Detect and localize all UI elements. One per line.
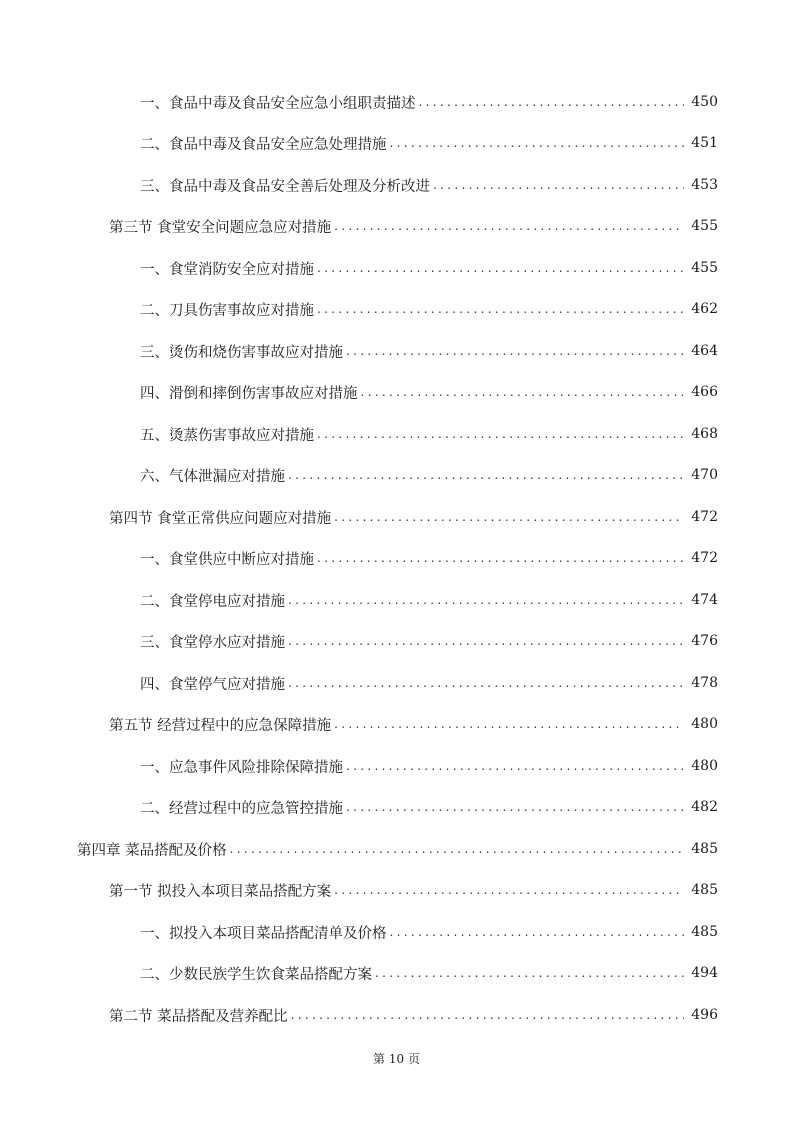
toc-entry-page: 470 bbox=[691, 467, 718, 483]
toc-entry[interactable] bbox=[140, 629, 718, 653]
toc-entry[interactable] bbox=[140, 920, 718, 944]
toc-entry-title: 一、拟投入本项目菜品搭配清单及价格 bbox=[140, 925, 387, 942]
toc-entry-title: 三、烫伤和烧伤害事故应对措施 bbox=[140, 344, 343, 361]
toc-entry[interactable] bbox=[140, 422, 718, 446]
toc-leader-dots bbox=[317, 261, 684, 275]
toc-entry-page: 455 bbox=[691, 218, 718, 234]
toc-entry[interactable] bbox=[109, 505, 718, 529]
toc-entry-title: 二、刀具伤害事故应对措施 bbox=[140, 302, 314, 319]
toc-entry-title: 四、滑倒和摔倒伤害事故应对措施 bbox=[140, 385, 358, 402]
toc-entry-page: 450 bbox=[691, 94, 718, 110]
toc-entry-page: 478 bbox=[691, 675, 718, 691]
toc-leader-dots bbox=[390, 136, 685, 150]
toc-entry-page: 453 bbox=[691, 177, 718, 193]
toc-entry-page: 476 bbox=[691, 633, 718, 649]
toc-entry-title: 一、食品中毒及食品安全应急小组职责描述 bbox=[140, 95, 416, 112]
toc-entry[interactable] bbox=[140, 173, 718, 197]
toc-entry-page: 485 bbox=[691, 841, 718, 857]
toc-entry[interactable] bbox=[140, 380, 718, 404]
toc-entry[interactable] bbox=[109, 878, 718, 902]
toc-entry-title: 五、烫蒸伤害事故应对措施 bbox=[140, 427, 314, 444]
toc-entry[interactable] bbox=[140, 297, 718, 321]
toc-leader-dots bbox=[334, 883, 684, 897]
toc-leader-dots bbox=[317, 551, 684, 565]
toc-entry-page: 472 bbox=[691, 550, 718, 566]
toc-entry[interactable] bbox=[109, 712, 718, 736]
toc-entry[interactable] bbox=[140, 588, 718, 612]
toc-leader-dots bbox=[291, 1008, 684, 1022]
toc-entry-title: 二、食堂停电应对措施 bbox=[140, 593, 285, 610]
toc-entry-page: 455 bbox=[691, 260, 718, 276]
toc-entry-title: 第五节 经营过程中的应急保障措施 bbox=[109, 717, 332, 734]
toc-leader-dots bbox=[346, 800, 684, 814]
toc-leader-dots bbox=[390, 925, 685, 939]
toc-entry[interactable] bbox=[140, 131, 718, 155]
toc-leader-dots bbox=[334, 219, 684, 233]
toc-leader-dots bbox=[346, 344, 684, 358]
toc-entry[interactable] bbox=[77, 837, 718, 861]
toc-entry-title: 二、少数民族学生饮食菜品搭配方案 bbox=[140, 966, 372, 983]
toc-entry-title: 二、食品中毒及食品安全应急处理措施 bbox=[140, 136, 387, 153]
toc-leader-dots bbox=[288, 634, 684, 648]
toc-leader-dots bbox=[288, 468, 684, 482]
toc-entry-title: 一、应急事件风险排除保障措施 bbox=[140, 759, 343, 776]
toc-leader-dots bbox=[317, 427, 684, 441]
toc-entry[interactable] bbox=[109, 214, 718, 238]
toc-leader-dots bbox=[375, 966, 684, 980]
toc-entry[interactable] bbox=[140, 671, 718, 695]
toc-leader-dots bbox=[334, 510, 684, 524]
toc-entry-title: 三、食品中毒及食品安全善后处理及分析改进 bbox=[140, 178, 430, 195]
toc-entry-page: 474 bbox=[691, 592, 718, 608]
toc-entry-title: 第一节 拟投入本项目菜品搭配方案 bbox=[109, 883, 332, 900]
toc-entry-title: 第三节 食堂安全问题应急应对措施 bbox=[109, 219, 332, 236]
toc-entry-page: 466 bbox=[691, 384, 718, 400]
toc-entry-title: 四、食堂停气应对措施 bbox=[140, 676, 285, 693]
toc-entry-page: 462 bbox=[691, 301, 718, 317]
toc-leader-dots bbox=[288, 676, 684, 690]
toc-entry[interactable] bbox=[140, 754, 718, 778]
toc-entry[interactable] bbox=[140, 961, 718, 985]
toc-entry-page: 480 bbox=[691, 758, 718, 774]
page-number-footer: 第 10 页 bbox=[373, 1052, 420, 1066]
toc-entry[interactable] bbox=[140, 90, 718, 114]
toc-leader-dots bbox=[419, 95, 685, 109]
toc-entry[interactable] bbox=[140, 339, 718, 363]
toc-leader-dots bbox=[346, 759, 684, 773]
toc-leader-dots bbox=[230, 842, 684, 856]
toc-entry-title: 一、食堂供应中断应对措施 bbox=[140, 551, 314, 568]
toc-leader-dots bbox=[334, 717, 684, 731]
toc-entry-page: 482 bbox=[691, 799, 718, 815]
toc-leader-dots bbox=[433, 178, 684, 192]
toc-entry-title: 第四节 食堂正常供应问题应对措施 bbox=[109, 510, 332, 527]
toc-entry-page: 464 bbox=[691, 343, 718, 359]
toc-entry-page: 485 bbox=[691, 882, 718, 898]
toc-entry[interactable] bbox=[140, 463, 718, 487]
toc-entry-title: 一、食堂消防安全应对措施 bbox=[140, 261, 314, 278]
toc-entry-page: 485 bbox=[691, 924, 718, 940]
toc-leader-dots bbox=[288, 593, 684, 607]
toc-entry[interactable] bbox=[140, 256, 718, 280]
toc-entry-title: 六、气体泄漏应对措施 bbox=[140, 468, 285, 485]
toc-entry[interactable] bbox=[140, 795, 718, 819]
toc-leader-dots bbox=[361, 385, 685, 399]
toc-entry-title: 第四章 菜品搭配及价格 bbox=[77, 842, 227, 859]
toc-entry-title: 第二节 菜品搭配及营养配比 bbox=[109, 1008, 288, 1025]
toc-entry-page: 496 bbox=[691, 1007, 718, 1023]
toc-leader-dots bbox=[317, 302, 684, 316]
toc-entry[interactable] bbox=[140, 546, 718, 570]
toc-entry-title: 二、经营过程中的应急管控措施 bbox=[140, 800, 343, 817]
toc-entry-page: 468 bbox=[691, 426, 718, 442]
toc-entry-page: 480 bbox=[691, 716, 718, 732]
toc-entry-page: 472 bbox=[691, 509, 718, 525]
toc-entry[interactable] bbox=[109, 1003, 718, 1027]
toc-entry-page: 494 bbox=[691, 965, 718, 981]
toc-entry-page: 451 bbox=[691, 135, 718, 151]
toc-entry-title: 三、食堂停水应对措施 bbox=[140, 634, 285, 651]
